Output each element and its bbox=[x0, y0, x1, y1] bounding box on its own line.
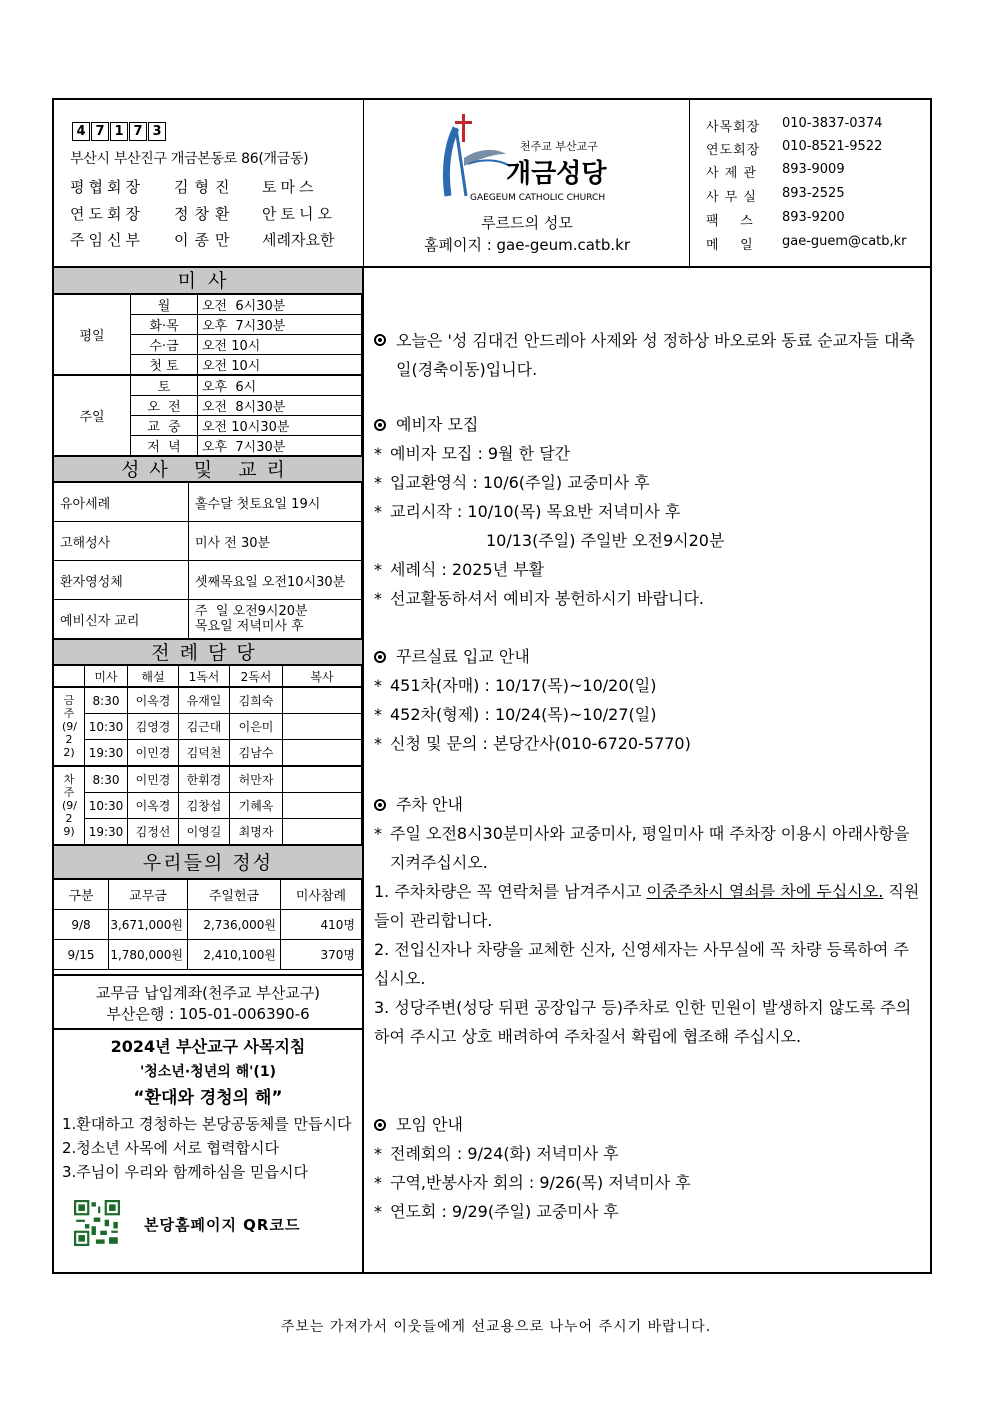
bullet-circle-icon bbox=[374, 1119, 386, 1131]
contact-label: 사목회장 bbox=[706, 120, 761, 135]
bullet-circle-icon bbox=[374, 651, 386, 663]
sacrament-value: 주 일 오전9시20분 bbox=[195, 604, 308, 619]
table-row bbox=[54, 819, 362, 845]
table-row bbox=[54, 666, 362, 688]
table-row bbox=[54, 522, 362, 561]
header-info bbox=[54, 100, 364, 268]
liturgy-cell: 김정선 bbox=[128, 819, 179, 845]
footer-note: 주보는 가져가서 이웃들에게 선교용으로 나누어 주시기 바랍니다. bbox=[280, 1319, 712, 1335]
homepage[interactable]: 홈페이지 : gae-geum.catb.kr bbox=[423, 236, 630, 254]
news-item: 세례식 : 2025년 부활 bbox=[390, 560, 545, 579]
news-item: 구역,반봉사자 회의 : 9/26(목) 저녁미사 후 bbox=[390, 1173, 691, 1192]
table-row bbox=[54, 375, 362, 396]
guideline-point: 2.청소년 사목에 서로 협력합시다 bbox=[62, 1139, 279, 1157]
sunday-label: 주일 bbox=[54, 375, 131, 456]
liturgy-cell: 한휘경 bbox=[179, 766, 230, 793]
liturgy-cell: 이옥경 bbox=[128, 687, 179, 714]
mass-time: 오전 10시30분 bbox=[198, 416, 362, 436]
table-row bbox=[54, 740, 362, 767]
offering-header: 교무금 bbox=[109, 880, 188, 910]
zip-digit: 7 bbox=[129, 122, 147, 141]
left-column bbox=[54, 268, 364, 1272]
offering-cell: 2,736,000원 bbox=[188, 910, 281, 940]
liturgy-cell: 19:30 bbox=[85, 819, 128, 845]
offering-cell: 410명 bbox=[281, 910, 362, 940]
offering-cell: 3,671,000원 bbox=[109, 910, 188, 940]
mass-time: 오후 6시 bbox=[198, 375, 362, 396]
mass-day: 토 bbox=[131, 375, 198, 396]
week-label: 금주(9/22) bbox=[54, 687, 85, 766]
officer-baptismal: 안토니오 bbox=[262, 205, 336, 223]
liturgy-cell bbox=[283, 687, 362, 714]
liturgy-cell: 김남수 bbox=[230, 740, 283, 767]
zip-digit: 7 bbox=[91, 122, 109, 141]
news-parking: 주차 안내 * 주일 오전8시30분미사와 교중미사, 평일미사 때 주차장 이용시 아래사항을 지켜주십시오. 1. 주차차량은 꼭 연락처를 남겨주시고 이중주차시 열쇠를 차에 두십시오. 직원들이 관리합니다. 2. 전입신자나 차량을 교체한 신자, 신영세자는 사무실에 꼭 차량 등록하여 주십시오. 3. 성당주변(성당 뒤편 공장입구 등)주차로 인한 민원이 발생하지 않도록 주의하여 주시고 상호 배려하여 주차질서 확립에 협조해 주십시오. bbox=[374, 790, 924, 1051]
table-row bbox=[54, 295, 362, 315]
mass-day: 화·목 bbox=[131, 315, 198, 335]
liturgy-cell: 김창섭 bbox=[179, 793, 230, 819]
section-title: 예비자 모집 bbox=[396, 415, 479, 434]
table-row bbox=[54, 600, 362, 639]
mass-day: 첫 토 bbox=[131, 355, 198, 376]
mass-table bbox=[54, 294, 362, 456]
offerings-title: 우리들의 정성 bbox=[54, 845, 362, 879]
officer-role: 주임신부 bbox=[70, 231, 144, 249]
parking-emphasis: 이중주차시 열쇠를 차에 두십시오. bbox=[646, 882, 884, 901]
table-row bbox=[54, 910, 362, 940]
mass-time: 오후 7시30분 bbox=[198, 315, 362, 335]
account-line: 부산은행 : 105-01-006390-6 bbox=[106, 1005, 310, 1023]
contact-row bbox=[706, 210, 845, 229]
guideline-point: 3.주님이 우리와 함께하심을 믿읍시다 bbox=[62, 1163, 308, 1181]
contact-row bbox=[706, 186, 845, 205]
table-row bbox=[54, 561, 362, 600]
liturgy-cell: 김근대 bbox=[179, 714, 230, 740]
officer-name: 정창환 bbox=[174, 205, 236, 223]
guideline-subtitle: '청소년·청년의 해'(1) bbox=[140, 1064, 276, 1080]
parking-point: 1. 주차차량은 꼭 연락처를 남겨주시고 이중주차시 열쇠를 차에 두십시오. 직원들이 관리합니다. bbox=[374, 882, 920, 930]
guideline-points bbox=[54, 1112, 362, 1184]
contact-row bbox=[706, 234, 907, 253]
contact-label: 사 제 관 bbox=[706, 166, 757, 181]
sacrament-value: 미사 전 30분 bbox=[189, 522, 362, 561]
table-row bbox=[54, 940, 362, 970]
address: 부산시 부산진구 개금본동로 86(개금동) bbox=[70, 151, 309, 167]
account-line: 교무금 납입계좌(천주교 부산교구) bbox=[95, 984, 321, 1002]
bullet-circle-icon bbox=[374, 799, 386, 811]
guideline-point: 1.환대하고 경청하는 본당공동체를 만듭시다 bbox=[62, 1115, 352, 1133]
news-item: 입교환영식 : 10/6(주일) 교중미사 후 bbox=[390, 473, 650, 492]
table-row bbox=[54, 766, 362, 793]
mass-title: 미사 bbox=[54, 268, 362, 294]
contact-value[interactable]: gae-guem@catb,kr bbox=[782, 234, 907, 249]
zip-code bbox=[72, 122, 166, 141]
table-row bbox=[54, 483, 362, 522]
offerings-table bbox=[54, 879, 362, 970]
table-row bbox=[54, 793, 362, 819]
news-item: 452차(형제) : 10/24(목)~10/27(일) bbox=[390, 705, 657, 724]
news-catechumen: 예비자 모집 * 예비자 모집 : 9월 한 달간 * 입교환영식 : 10/6(주일) 교중미사 후 * 교리시작 : 10/10(목) 목요반 저녁미사 후 10/13(주일) 주일반 오전9시20분 * 세례식 : 2025년 부활 * 선교활동하셔서 예비자 봉헌하시기 바랍니다. bbox=[374, 410, 924, 613]
zip-digit: 3 bbox=[148, 122, 166, 141]
mass-time: 오후 7시30분 bbox=[198, 436, 362, 456]
mass-time: 오전 8시30분 bbox=[198, 396, 362, 416]
news-item: 10/13(주일) 주일반 오전9시20분 bbox=[486, 531, 725, 550]
contact-value: 893-9200 bbox=[782, 210, 845, 225]
officer-row bbox=[70, 203, 350, 224]
officer-role: 평협회장 bbox=[70, 178, 144, 196]
logo-name: 개금성당 bbox=[506, 159, 607, 189]
pastoral-guideline bbox=[54, 1034, 362, 1274]
liturgy-cell: 최명자 bbox=[230, 819, 283, 845]
offering-cell: 1,780,000원 bbox=[109, 940, 188, 970]
zip-digit: 4 bbox=[72, 122, 90, 141]
liturgy-cell: 기혜옥 bbox=[230, 793, 283, 819]
liturgy-cell: 이영길 bbox=[179, 819, 230, 845]
liturgy-header: 1독서 bbox=[179, 666, 230, 688]
liturgy-cell: 김덕천 bbox=[179, 740, 230, 767]
sacrament-name: 예비신자 교리 bbox=[54, 600, 189, 639]
logo-diocese: 천주교 부산교구 bbox=[520, 140, 598, 153]
section-title: 모임 안내 bbox=[396, 1115, 463, 1134]
zip-digit: 1 bbox=[110, 122, 128, 141]
bullet-circle-icon bbox=[374, 419, 386, 431]
contact-value: 010-3837-0374 bbox=[782, 116, 883, 131]
table-row bbox=[54, 687, 362, 714]
contact-label: 사 무 실 bbox=[706, 190, 757, 205]
parking-point: 3. 성당주변(성당 뒤편 공장입구 등)주차로 인한 민원이 발생하지 않도록 주의하여 주시고 상호 배려하여 주차질서 확립에 협조해 주십시오. bbox=[374, 998, 912, 1046]
offering-cell: 9/15 bbox=[54, 940, 109, 970]
contact-label: 메 일 bbox=[706, 238, 754, 253]
news-item: 연도회 : 9/29(주일) 교중미사 후 bbox=[390, 1202, 619, 1221]
sacrament-value: 목요일 저녁미사 후 bbox=[195, 619, 304, 634]
liturgy-cell: 19:30 bbox=[85, 740, 128, 767]
liturgy-cell: 유재일 bbox=[179, 687, 230, 714]
contact-value: 893-9009 bbox=[782, 162, 845, 177]
sacrament-value: 셋째목요일 오전10시30분 bbox=[189, 561, 362, 600]
contact-label: 연도회장 bbox=[706, 143, 761, 158]
news-item: 예비자 모집 : 9월 한 달간 bbox=[390, 444, 571, 463]
contact-value: 893-2525 bbox=[782, 186, 845, 201]
liturgy-cell bbox=[283, 714, 362, 740]
offering-header: 미사참례 bbox=[281, 880, 362, 910]
sacrament-value: 홀수달 첫토요일 19시 bbox=[189, 483, 362, 522]
feast-text: 오늘은 '성 김대건 안드레아 사제와 성 정하상 바오로와 동료 순교자들 대축일(경축이동)입니다. bbox=[396, 331, 915, 379]
sacrament-name: 고해성사 bbox=[54, 522, 189, 561]
qr-label: 본당홈페이지 QR코드 bbox=[144, 1216, 301, 1234]
liturgy-cell: 허만자 bbox=[230, 766, 283, 793]
offering-cell: 9/8 bbox=[54, 910, 109, 940]
offering-header: 구분 bbox=[54, 880, 109, 910]
contact-value: 010-8521-9522 bbox=[782, 139, 883, 154]
news-item: 교리시작 : 10/10(목) 목요반 저녁미사 후 bbox=[390, 502, 681, 521]
liturgy-cell: 8:30 bbox=[85, 687, 128, 714]
liturgy-cell: 김희숙 bbox=[230, 687, 283, 714]
liturgy-cell: 이민경 bbox=[128, 740, 179, 767]
liturgy-cell: 8:30 bbox=[85, 766, 128, 793]
guideline-motto: “환대와 경청의 해” bbox=[133, 1088, 283, 1108]
contacts bbox=[690, 100, 930, 268]
week-label: 차주(9/29) bbox=[54, 766, 85, 845]
liturgy-table bbox=[54, 665, 362, 845]
officer-name: 이종만 bbox=[174, 231, 236, 249]
officer-role: 연도회장 bbox=[70, 205, 144, 223]
liturgy-header: 해설 bbox=[128, 666, 179, 688]
liturgy-title: 전례담당 bbox=[54, 639, 362, 665]
header-logo bbox=[364, 100, 690, 268]
news-item: 451차(자매) : 10/17(목)~10/20(일) bbox=[390, 676, 657, 695]
mass-day: 월 bbox=[131, 295, 198, 315]
account-info bbox=[54, 974, 362, 1030]
liturgy-cell: 이옥경 bbox=[128, 793, 179, 819]
sacrament-name: 유아세례 bbox=[54, 483, 189, 522]
liturgy-cell bbox=[283, 766, 362, 793]
offering-cell: 2,410,100원 bbox=[188, 940, 281, 970]
mass-day: 오 전 bbox=[131, 396, 198, 416]
officer-row bbox=[70, 176, 350, 197]
news-column bbox=[364, 268, 930, 1272]
liturgy-cell bbox=[283, 819, 362, 845]
mass-day: 수·금 bbox=[131, 335, 198, 355]
liturgy-cell: 10:30 bbox=[85, 793, 128, 819]
news-cursillo: 꾸르실료 입교 안내 * 451차(자매) : 10/17(목)~10/20(일) * 452차(형제) : 10/24(목)~10/27(일) * 신청 및 문의 : 본당간사(010-6720-5770) bbox=[374, 642, 924, 758]
church-logo-icon bbox=[434, 108, 644, 208]
liturgy-cell: 이민경 bbox=[128, 766, 179, 793]
bullet-circle-icon bbox=[374, 334, 386, 346]
liturgy-header: 복사 bbox=[283, 666, 362, 688]
liturgy-cell: 10:30 bbox=[85, 714, 128, 740]
contact-label: 팩 스 bbox=[706, 214, 754, 229]
mass-day: 교 중 bbox=[131, 416, 198, 436]
news-item: 선교활동하셔서 예비자 봉헌하시기 바랍니다. bbox=[390, 589, 705, 608]
patron: 루르드의 성모 bbox=[481, 214, 573, 232]
news-item: 전례회의 : 9/24(화) 저녁미사 후 bbox=[390, 1144, 619, 1163]
weekday-label: 평일 bbox=[54, 295, 131, 376]
mass-time: 오전 10시 bbox=[198, 335, 362, 355]
news-meetings: 모임 안내 * 전례회의 : 9/24(화) 저녁미사 후 * 구역,반봉사자 회의 : 9/26(목) 저녁미사 후 * 연도회 : 9/29(주일) 교중미사 후 bbox=[374, 1110, 924, 1226]
officer-baptismal: 토마스 bbox=[262, 178, 318, 196]
officer-baptismal: 세례자요한 bbox=[262, 231, 335, 249]
table-row bbox=[54, 880, 362, 910]
liturgy-cell bbox=[283, 740, 362, 767]
parking-point: 2. 전입신자나 차량을 교체한 신자, 신영세자는 사무실에 꼭 차량 등록하여 주십시오. bbox=[374, 940, 909, 988]
table-row bbox=[54, 714, 362, 740]
contact-row bbox=[706, 139, 882, 158]
liturgy-header: 2독서 bbox=[230, 666, 283, 688]
section-title: 꾸르실료 입교 안내 bbox=[396, 647, 530, 666]
mass-time: 오전 6시30분 bbox=[198, 295, 362, 315]
contact-row bbox=[706, 116, 882, 135]
officer-row bbox=[70, 229, 350, 250]
sacrament-name: 환자영성체 bbox=[54, 561, 189, 600]
officer-name: 김형진 bbox=[174, 178, 236, 196]
logo-en: GAEGEUM CATHOLIC CHURCH bbox=[470, 193, 606, 203]
qr-code-icon[interactable] bbox=[74, 1200, 120, 1246]
news-feast bbox=[374, 326, 924, 384]
news-item: 신청 및 문의 : 본당간사(010-6720-5770) bbox=[390, 734, 691, 753]
news-item: 주일 오전8시30분미사와 교중미사, 평일미사 때 주차장 이용시 아래사항을 지켜주십시오. bbox=[390, 824, 910, 872]
offering-cell: 370명 bbox=[281, 940, 362, 970]
guideline-title: 2024년 부산교구 사목지침 bbox=[110, 1037, 306, 1056]
liturgy-header: 미사 bbox=[85, 666, 128, 688]
liturgy-cell bbox=[283, 793, 362, 819]
mass-time: 오전 10시 bbox=[198, 355, 362, 376]
liturgy-cell: 김영경 bbox=[128, 714, 179, 740]
offering-header: 주일헌금 bbox=[188, 880, 281, 910]
sacraments-table bbox=[54, 482, 362, 639]
mass-day: 저 녁 bbox=[131, 436, 198, 456]
liturgy-cell: 이은미 bbox=[230, 714, 283, 740]
sacraments-title: 성사 및 교리 bbox=[54, 456, 362, 482]
contact-row bbox=[706, 162, 845, 181]
bulletin-frame bbox=[52, 98, 932, 1274]
section-title: 주차 안내 bbox=[396, 795, 463, 814]
